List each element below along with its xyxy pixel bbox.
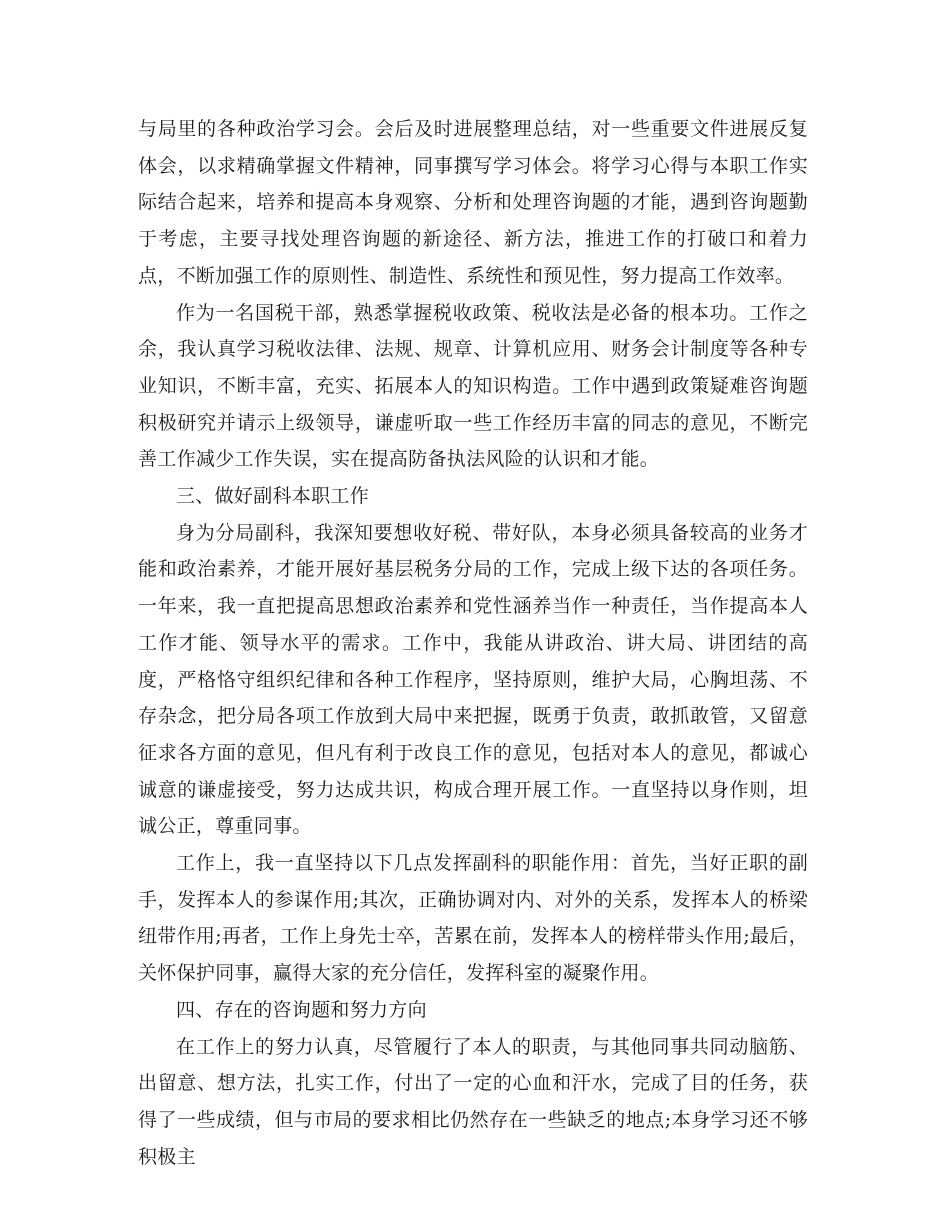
paragraph-problems-direction: 在工作上的努力认真，尽管履行了本人的职责，与其他同事共同动脑筋、出留意、想方法，扎实工作，付出了一定的心血和汗水，完成了目的任务，获得了一些成绩，但与市局的要求相比仍然存在一些缺乏的地点;本身学习还不够积极主: [138, 1035, 808, 1168]
paragraph-study-meetings: 与局里的各种政治学习会。会后及时进展整理总结，对一些重要文件进展反复体会，以求精确掌握文件精神，同事撰写学习体会。将学习心得与本职工作实际结合起来，培养和提高本身观察、分析和处理咨询题的才能，遇到咨询题勤于考虑，主要寻找处理咨询题的新途径、新方法，推进工作的打破口和着力点，不断加强工作的原则性、制造性、系统性和预见性，努力提高工作效率。: [138, 118, 808, 287]
paragraph-deputy-roles: 工作上，我一直坚持以下几点发挥副科的职能作用：首先，当好正职的副手，发挥本人的参谋作用;其次，正确协调对内、对外的关系，发挥本人的桥梁纽带作用;再者，工作上身先士卒，苦累在前，发挥本人的榜样带头作用;最后，关怀保护同事，赢得大家的充分信任，发挥科室的凝聚作用。: [138, 852, 808, 985]
document-body: [138, 111, 808, 1175]
paragraph-tax-knowledge: 作为一名国税干部，熟悉掌握税收政策、税收法是必备的根本功。工作之余，我认真学习税收法律、法规、规章、计算机应用、财务会计制度等各种专业知识，不断丰富，充实、拓展本人的知识构造。工作中遇到政策疑难咨询题积极研究并请示上级领导，谦虚听取一些工作经历丰富的同志的意见，不断完善工作减少工作失误，实在提高防备执法风险的认识和才能。: [138, 301, 808, 471]
section-heading-four: 四、存在的咨询题和努力方向: [176, 998, 427, 1021]
paragraph-deputy-duties: 身为分局副科，我深知要想收好税、带好队，本身必须具备较高的业务才能和政治素养，才能开展好基层税务分局的工作，完成上级下达的各项任务。一年来，我一直把提高思想政治素养和党性涵养当作一种责任，当作提高本人工作才能、领导水平的需求。工作中，我能从讲政治、讲大局、讲团结的高度，严格恪守组织纪律和各种工作程序，坚持原则，维护大局，心胸坦荡、不存杂念，把分局各项工作放到大局中来把握，既勇于负责，敢抓敢管，又留意征求各方面的意见，但凡有利于改良工作的意见，包括对本人的意见，都诚心诚意的谦虚接受，努力达成共识，构成合理开展工作。一直坚持以身作则，坦诚公正，尊重同事。: [138, 521, 808, 838]
section-heading-three: 三、做好副科本职工作: [176, 485, 370, 508]
